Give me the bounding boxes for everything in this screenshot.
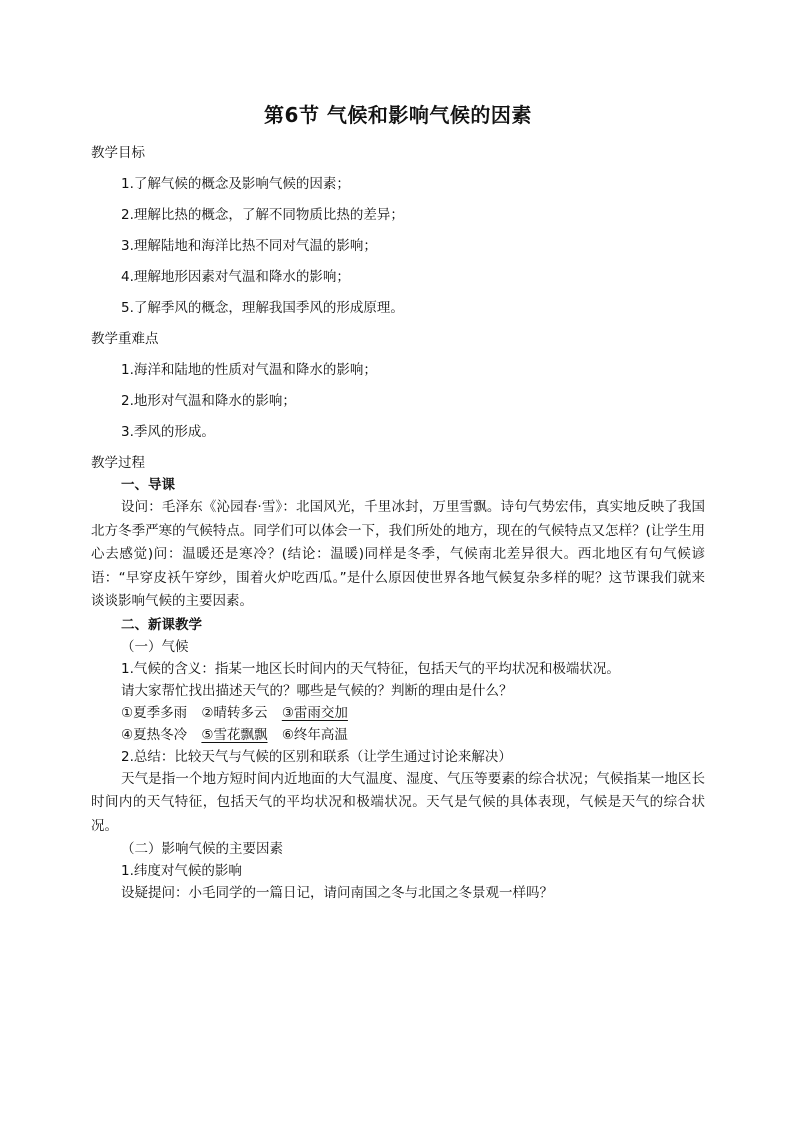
summary-paragraph: 天气是指一个地方短时间内近地面的大气温度、湿度、气压等要素的综合状况；气候指某一地区长时间内的天气特征，包括天气的平均状况和极端状况。天气是气候的具体表现，气候是天气的综合状况。 (91, 770, 705, 834)
intro-heading: 一、导课 (121, 477, 175, 493)
keypoint-item: 1.海洋和陆地的性质对气温和降水的影响； (121, 362, 377, 378)
options-row-1 (91, 702, 705, 724)
summary-heading: 2.总结：比较天气与气候的区别和联系（让学生通过讨论来解决） (121, 748, 512, 765)
objective-item: 4.理解地形因素对气温和降水的影响； (121, 269, 350, 285)
factors-section-heading: （二）影响气候的主要因素 (121, 841, 283, 857)
option-item: ②晴转多云 (201, 704, 268, 721)
objective-item: 1.了解气候的概念及影响气候的因素； (121, 176, 350, 192)
objective-item: 2.理解比热的概念，了解不同物质比热的差异； (121, 207, 404, 223)
keypoint-item: 3.季风的形成。 (121, 424, 215, 440)
keypoints-heading: 教学重难点 (91, 331, 159, 347)
process-heading: 教学过程 (91, 455, 145, 471)
latitude-question: 设疑提问：小毛同学的一篇日记，请问南国之冬与北国之冬景观一样吗？ (121, 885, 553, 901)
intro-paragraph: 设问：毛泽东《沁园春·雪》：北国风光，千里冰封，万里雪飘。诗句气势宏伟，真实地反映了我国北方冬季严寒的气候特点。同学们可以体会一下，我们所处的地方，现在的气候特点又怎样？(让学生用心去感觉)问：温暖还是寒冷？(结论：温暖)同样是冬季，气候南北差异很大。西北地区有句气候谚语：“早穿皮袄午穿纱，围着火炉吃西瓜。”是什么原因使世界各地气候复杂多样的呢？这节课我们就来谈谈影响气候的主要因素。 (91, 499, 705, 609)
document-body (91, 100, 705, 904)
latitude-heading: 1.纬度对气候的影响 (121, 863, 242, 879)
option-item: ①夏季多雨 (121, 704, 188, 721)
option-item: ⑤雪花飘飘 (201, 726, 268, 743)
discussion-question: 请大家帮忙找出描述天气的？哪些是气候的？判断的理由是什么？ (121, 682, 513, 699)
objectives-heading: 教学目标 (91, 145, 145, 161)
climate-definition: 1.气候的含义：指某一地区长时间内的天气特征，包括天气的平均状况和极端状况。 (121, 660, 620, 677)
objective-item: 5.了解季风的概念，理解我国季风的形成原理。 (121, 300, 404, 316)
keypoint-item: 2.地形对气温和降水的影响； (121, 393, 296, 409)
new-lesson-heading: 二、新课教学 (121, 616, 202, 633)
option-item: ④夏热冬冷 (121, 726, 188, 743)
objective-item: 3.理解陆地和海洋比热不同对气温的影响； (121, 238, 377, 254)
option-item: ⑥终年高温 (281, 726, 348, 743)
options-row-2 (91, 724, 705, 746)
climate-section-heading: （一）气候 (121, 638, 189, 655)
page-title: 第6节 气候和影响气候的因素 (264, 103, 532, 127)
option-item: ③雷雨交加 (281, 704, 348, 721)
